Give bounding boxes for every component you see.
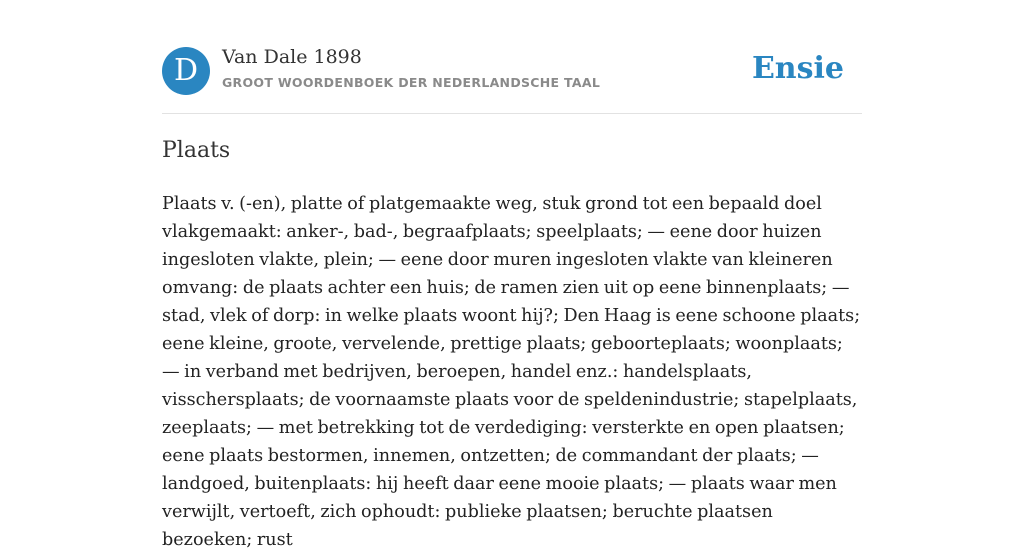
dictionary-subtitle: GROOT WOORDENBOEK DER NEDERLANDSCHE TAAL	[222, 75, 601, 90]
entry-body: Plaats v. (-en), platte of platgemaakte weg, stuk grond tot een bepaald doel vlakgemaakt: anker-, bad-, begraafplaats; speelplaats; — eene door huizen ingesloten vlakte, plein; — eene door muren ingesloten vlakte van kleineren omvang: de plaats achter een huis; de ramen zien uit op eene binnenplaats; — stad, vlek of dorp: in welke plaats woont hij?; Den Haag is eene schoone plaats; eene kleine, groote, vervelende, prettige plaats; geboorteplaats; woonplaats; — in verband met bedrijven, beroepen, handel enz.: handelsplaats, visschersplaats; de voornaamste plaats voor de speldenindustrie; stapelplaats, zeeplaats; — met betrekking tot de verdediging: versterkte en open plaatsen; eene plaats bestormen, innemen, ontzetten; de commandant der plaats; — landgoed, buitenplaats: hij heeft daar eene mooie plaats; — plaats waar men verwijlt, vertoeft, zich ophoudt: publieke plaatsen; beruchte plaatsen bezoeken; rust	[162, 194, 861, 550]
dictionary-logo[interactable]: D	[162, 47, 210, 95]
header-divider	[162, 113, 862, 114]
entry-title: Plaats	[162, 138, 231, 163]
dictionary-title[interactable]: Van Dale 1898	[222, 46, 362, 68]
dictionary-header	[162, 46, 862, 96]
brand-logo[interactable]: Ensie	[751, 51, 844, 86]
